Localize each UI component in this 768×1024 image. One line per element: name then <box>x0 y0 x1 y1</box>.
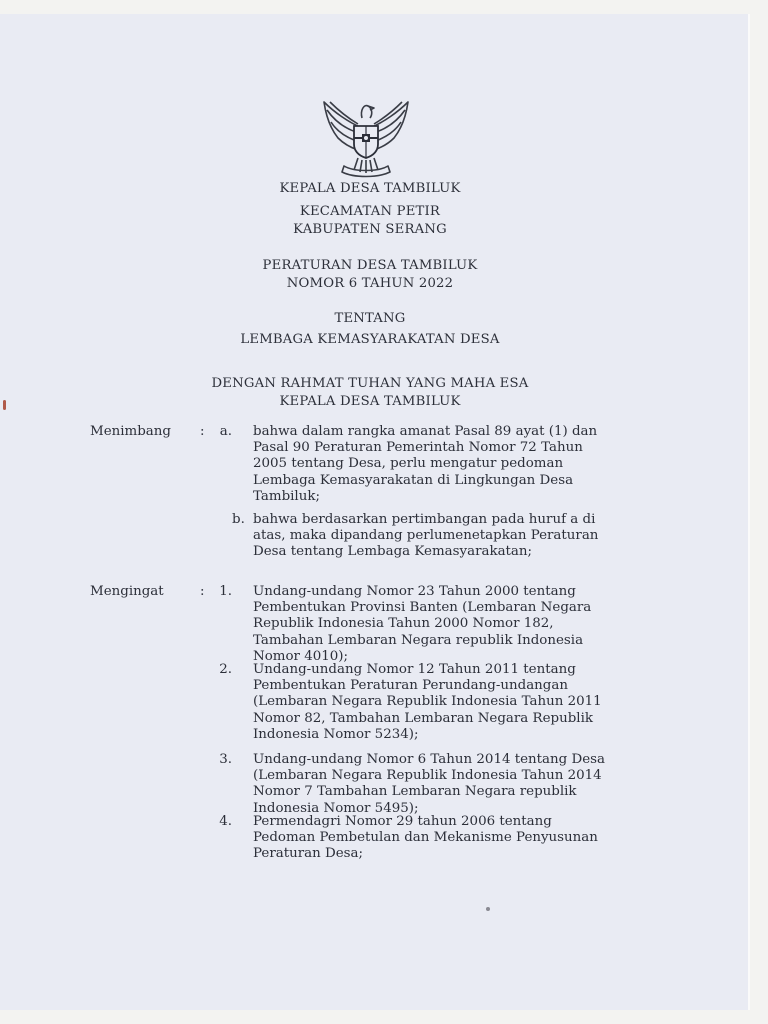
regulation-number: NOMOR 6 TAHUN 2022 <box>286 276 454 291</box>
mengingat-marker-2: 2. <box>219 662 232 677</box>
header-line-3: KABUPATEN SERANG <box>293 222 447 237</box>
mengingat-item-4: Permendagri Nomor 29 tahun 2006 tentang Pedoman Pembetulan dan Mekanisme Penyusunan Peraturan Desa; <box>253 814 598 862</box>
mengingat-marker-4: 4. <box>219 814 232 829</box>
regulation-title: PERATURAN DESA TAMBILUK <box>262 258 478 273</box>
mengingat-colon: : <box>200 584 205 599</box>
document-page <box>0 14 748 1010</box>
garuda-emblem-icon <box>318 88 414 180</box>
menimbang-item-b: bahwa berdasarkan pertimbangan pada huruf a di atas, maka dipandang perlumenetapkan Peraturan Desa tentang Lembaga Kemasyarakatan; <box>253 512 599 560</box>
scan-speck <box>486 907 490 911</box>
menimbang-marker-a: a. <box>219 424 232 439</box>
menimbang-label: Menimbang <box>90 424 171 439</box>
opening-line-2: KEPALA DESA TAMBILUK <box>279 394 461 409</box>
header-line-2: KECAMATAN PETIR <box>299 204 441 219</box>
mengingat-item-1: Undang-undang Nomor 23 Tahun 2000 tentang Pembentukan Provinsi Banten (Lembaran Negara Republik Indonesia Tahun 2000 Nomor 182, Tambahan Lembaran Negara republik Indonesia Nomor 4010); <box>253 584 592 664</box>
mengingat-marker-3: 3. <box>219 752 232 767</box>
opening-line-1: DENGAN RAHMAT TUHAN YANG MAHA ESA <box>211 376 529 391</box>
header-line-1: KEPALA DESA TAMBILUK <box>279 181 461 196</box>
mengingat-item-2: Undang-undang Nomor 12 Tahun 2011 tentang Pembentukan Peraturan Perundang-undangan (Lembaran Negara Republik Indonesia Tahun 2011 Nomor 82, Tambahan Lembaran Negara Republik Indonesia Nomor 5234); <box>253 662 602 742</box>
scan-mark <box>3 400 6 410</box>
mengingat-item-3: Undang-undang Nomor 6 Tahun 2014 tentang Desa (Lembaran Negara Republik Indonesia Tahun 2014 Nomor 7 Tambahan Lembaran Negara republik Indonesia Nomor 5495); <box>253 752 606 816</box>
mengingat-label: Mengingat <box>90 584 164 599</box>
menimbang-item-a: bahwa dalam rangka amanat Pasal 89 ayat (1) dan Pasal 90 Peraturan Pemerintah Nomor 72 Tahun 2005 tentang Desa, perlu mengatur pedoman Lembaga Kemasyarakatan di Lingkungan Desa Tambiluk; <box>253 424 598 504</box>
mengingat-marker-1: 1. <box>219 584 232 599</box>
menimbang-marker-b: b. <box>232 512 245 527</box>
menimbang-colon: : <box>200 424 205 439</box>
regulation-about: TENTANG <box>334 311 406 326</box>
regulation-subject: LEMBAGA KEMASYARAKATAN DESA <box>240 332 500 347</box>
